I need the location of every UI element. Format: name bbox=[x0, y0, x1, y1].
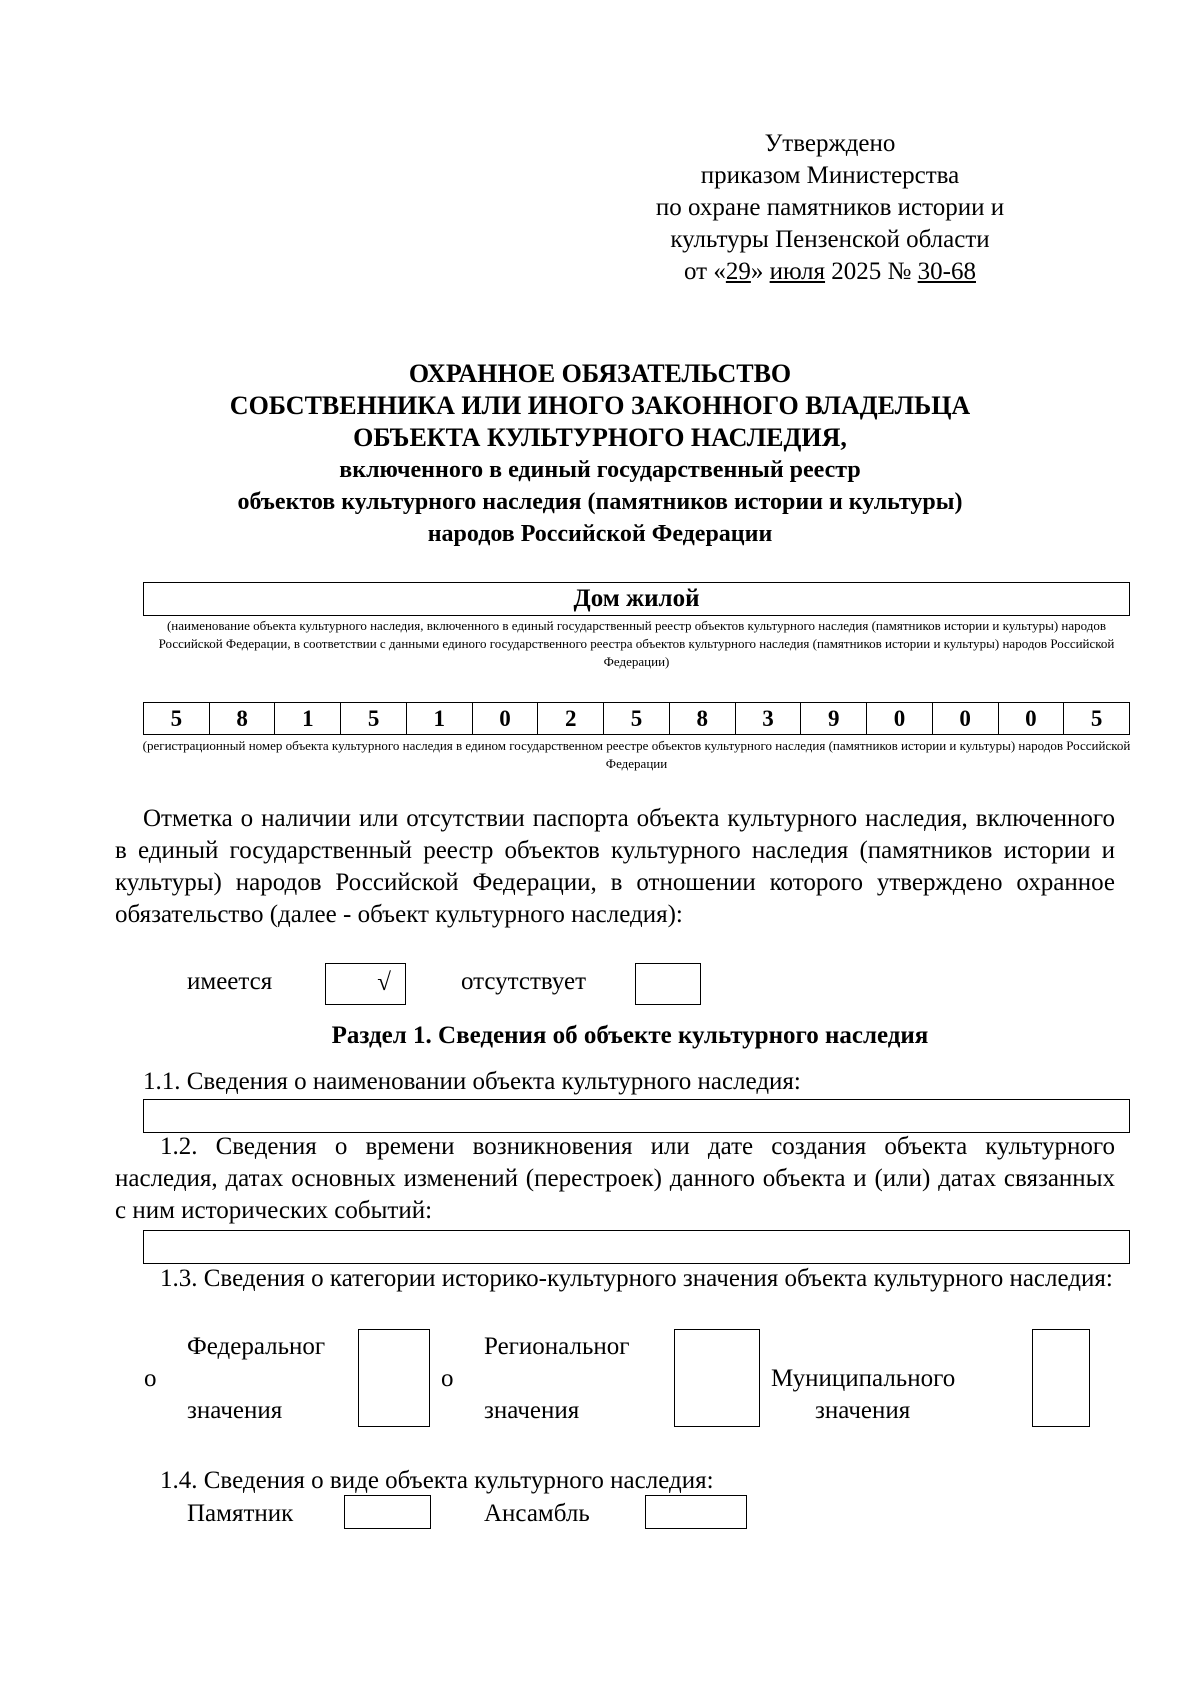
section-1-3-label: 1.3. Сведения о категории историко-культурного значения объекта культурного наследия: bbox=[160, 1265, 1113, 1292]
passport-present-checkbox[interactable]: √ bbox=[325, 963, 406, 1005]
reg-digit: 8 bbox=[670, 703, 736, 734]
reg-digit: 0 bbox=[867, 703, 933, 734]
passport-present-label: имеется bbox=[187, 968, 273, 995]
section-1-1-label: 1.1. Сведения о наименовании объекта культурного наследия: bbox=[143, 1068, 801, 1095]
federal-checkbox[interactable] bbox=[358, 1329, 430, 1427]
approval-line-4: культуры Пензенской области bbox=[670, 226, 990, 253]
regional-label-a: Региональног bbox=[484, 1333, 630, 1360]
object-name-field: Дом жилой bbox=[143, 582, 1130, 616]
municipal-label-a: Муниципального bbox=[771, 1365, 956, 1392]
section-1-2-label: 1.2. Сведения о времени возникновения или дате создания объекта культурного наследия, датах основных изменений (перестроек) данного объекта и (или) датах связанных с ним исторических событий: bbox=[115, 1133, 1115, 1224]
reg-digit: 0 bbox=[933, 703, 999, 734]
object-name-caption: (наименование объекта культурного наследия, включенного в единый государственный реестр объектов культурного наследия (памятников истории и культуры) народов Российской Федерации, в соответствии с данными единого государственного реестра объектов культурного наследия (памятников истории и культуры) народов Российской Федерации) bbox=[158, 618, 1115, 669]
ensemble-checkbox[interactable] bbox=[645, 1495, 747, 1529]
reg-digit: 1 bbox=[407, 703, 473, 734]
approval-month: июля bbox=[769, 258, 826, 285]
reg-digit: 2 bbox=[538, 703, 604, 734]
reg-digit: 3 bbox=[736, 703, 802, 734]
title-line-3: ОБЪЕКТА КУЛЬТУРНОГО НАСЛЕДИЯ, bbox=[353, 423, 847, 452]
passport-absent-checkbox[interactable] bbox=[635, 963, 701, 1005]
approval-line-1: Утверждено bbox=[764, 130, 896, 157]
section-1-4-label: 1.4. Сведения о виде объекта культурного наследия: bbox=[160, 1467, 714, 1494]
reg-digit: 5 bbox=[341, 703, 407, 734]
federal-label-a: Федеральног bbox=[187, 1333, 326, 1360]
approval-date-line: от «29» июля 2025 № 30-68 bbox=[684, 258, 976, 285]
passport-paragraph: Отметка о наличии или отсутствии паспорта объекта культурного наследия, включенного в единый государственный реестр объектов культурного наследия (памятников истории и культуры) народов Российской Федерации, в отношении которого утверждено охранное обязательство (далее - объект культурного наследия): bbox=[115, 805, 1115, 928]
title-line-1: ОХРАННОЕ ОБЯЗАТЕЛЬСТВО bbox=[408, 359, 792, 388]
federal-label-c: значения bbox=[187, 1397, 283, 1424]
approval-line-3: по охране памятников истории и bbox=[655, 194, 1005, 221]
reg-digit: 5 bbox=[144, 703, 210, 734]
regional-label-b: о bbox=[441, 1365, 454, 1392]
section-1-1-field[interactable] bbox=[143, 1099, 1130, 1133]
approval-line-2: приказом Министерства bbox=[700, 162, 960, 189]
municipal-label-b: значения bbox=[815, 1397, 911, 1424]
passport-absent-label: отсутствует bbox=[461, 968, 587, 995]
monument-label: Памятник bbox=[187, 1500, 294, 1527]
regional-label-c: значения bbox=[484, 1397, 580, 1424]
section-1-heading: Раздел 1. Сведения об объекте культурного наследия bbox=[331, 1022, 929, 1049]
title-line-6: народов Российской Федерации bbox=[427, 521, 773, 547]
title-line-2: СОБСТВЕННИКА ИЛИ ИНОГО ЗАКОННОГО ВЛАДЕЛЬЦА bbox=[229, 391, 971, 420]
reg-digit: 5 bbox=[604, 703, 670, 734]
reg-digit: 0 bbox=[999, 703, 1065, 734]
monument-checkbox[interactable] bbox=[344, 1495, 431, 1529]
document-title bbox=[120, 358, 1080, 550]
ensemble-label: Ансамбль bbox=[484, 1500, 590, 1527]
approval-order-number: 30-68 bbox=[917, 258, 976, 285]
reg-digit: 1 bbox=[275, 703, 341, 734]
approval-day: 29 bbox=[725, 258, 751, 285]
registration-number-row bbox=[143, 702, 1130, 735]
reg-digit: 5 bbox=[1090, 705, 1103, 731]
section-1-2-field[interactable] bbox=[143, 1230, 1130, 1264]
reg-digit: 0 bbox=[473, 703, 539, 734]
regional-checkbox[interactable] bbox=[674, 1329, 760, 1427]
federal-label-b: о bbox=[144, 1365, 157, 1392]
reg-digit: 8 bbox=[210, 703, 276, 734]
reg-digit: 9 bbox=[801, 703, 867, 734]
registration-caption: (регистрационный номер объекта культурного наследия в едином государственном реестре объектов культурного наследия (памятников истории и культуры) народов Российской Федерации bbox=[142, 738, 1131, 771]
municipal-checkbox[interactable] bbox=[1032, 1329, 1090, 1427]
title-line-5: объектов культурного наследия (памятников истории и культуры) bbox=[237, 489, 963, 515]
title-line-4: включенного в единый государственный реестр bbox=[339, 457, 861, 483]
approval-block bbox=[620, 128, 1040, 288]
